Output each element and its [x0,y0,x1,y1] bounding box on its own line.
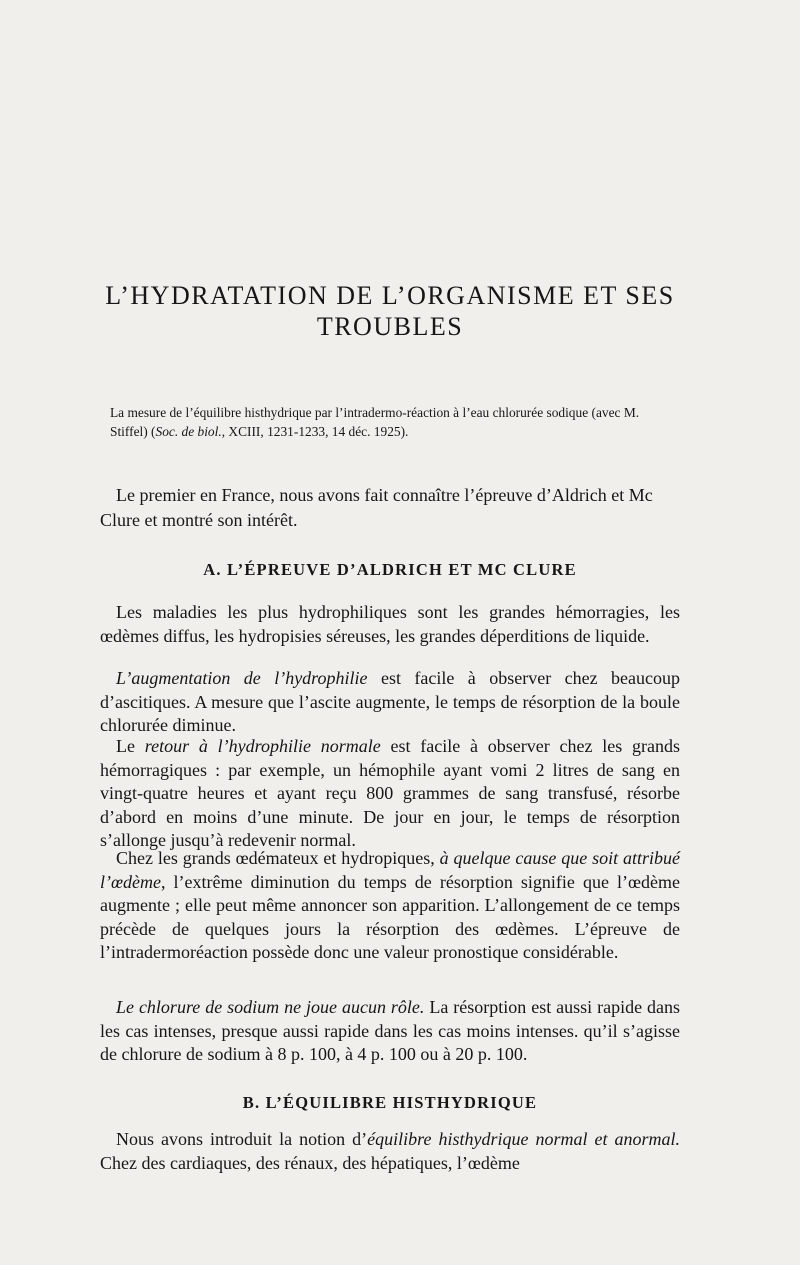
intro-paragraph: Le premier en France, nous avons fait connaître l’épreuve d’Aldrich et Mc Clure et montré son intérêt. [100,485,653,530]
return-italic: retour à l’hydrophilie normale [144,736,381,756]
paragraph-equilibrium [100,1128,680,1175]
equilibrium-text: Chez des cardiaques, des rénaux, des hépatiques, l’œdème [100,1152,520,1173]
equilibrium-italic: équilibre histhydrique normal et anormal. [367,1129,681,1149]
paragraph-hydrophilic-diseases: Les maladies les plus hydrophiliques sont les grandes hémorragies, les œdèmes diffus, les hydropisies séreuses, les grandes déperditions de liquide. [100,602,680,646]
equilibrium-lead: Nous avons introduit la notion d’ [116,1129,368,1149]
reference-journal: Soc. de biol. [155,424,222,439]
return-lead: Le [116,736,145,756]
section-a-heading: A. L’ÉPREUVE D’ALDRICH ET MC CLURE [203,560,577,579]
sodium-text: La résorption est aussi rapide dans les cas intenses, presque aussi rapide dans les cas moins intenses. qu’il s’agisse de chlorure de sodium à 8 p. 100, à 4 p. 100 ou à 20 p. 100. [100,997,681,1064]
paragraph-return-normal [100,735,680,853]
sodium-italic: Le chlorure de sodium ne joue aucun rôle. [116,997,425,1017]
augmentation-italic: L’augmentation de l’hydrophilie [116,668,368,688]
reference-citation [110,403,672,441]
augmentation-text: est facile à observer chez beaucoup d’ascitiques. A mesure que l’ascite augmente, le temps de résorption de la boule chlorurée diminue. [100,668,680,735]
return-text: est facile à observer chez les grands hémorragiques : par exemple, un hémophile ayant vomi 2 litres de sang en vingt-quatre heures et ayant reçu 800 grammes de sang transfusé, résorbe d’abord en moins d’une minute. De jour en jour, le temps de résorption s’allonge jusqu’à redevenir normal. [100,736,681,850]
paragraph-sodium-chloride [100,996,680,1067]
oedema-lead: Chez les grands œdémateux et hydropiques, [116,848,440,868]
article-title: L’HYDRATATION DE L’ORGANISME ET SES TROUBLES [105,281,675,341]
oedema-text: , l’extrême diminution du temps de résorption signifie que l’œdème augmente ; elle peut même annoncer son apparition. L’allongement de ce temps précède de quelques jours la résorption des œdèmes. L’épreuve de l’intradermoréaction possède donc une valeur pronostique considérable. [100,871,680,962]
reference-lead: La mesure de l’équilibre histhydrique par l’intradermo-réaction à l’eau chlorurée sodique (avec M. Stiffel) ( [110,405,640,439]
paragraph-augmentation [100,667,680,738]
oedema-italic: à quelque cause que soit attribué l’œdème [100,848,680,892]
paragraph-oedema [100,847,680,965]
reference-tail: , XCIII, 1231-1233, 14 déc. 1925). [221,424,409,439]
section-b-heading: B. L’ÉQUILIBRE HISTHYDRIQUE [242,1093,538,1112]
